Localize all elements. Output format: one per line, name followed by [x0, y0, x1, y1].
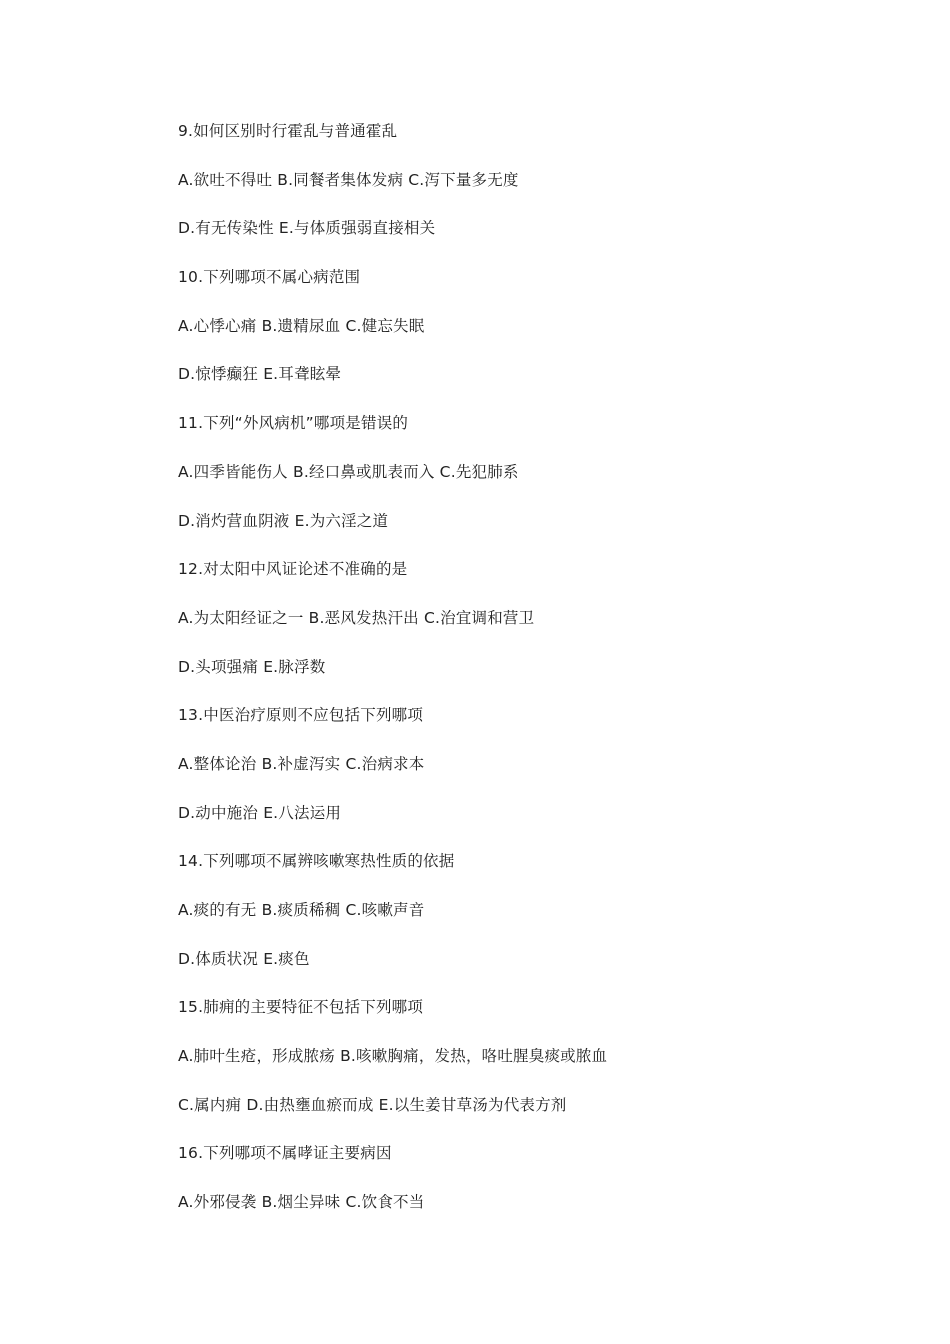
- question-11-stem: 11.下列“外风病机”哪项是错误的: [178, 414, 409, 433]
- question-10-options-d-e: D.惊悸癫狂 E.耳聋眩晕: [178, 365, 342, 384]
- question-14-options-a-c: A.痰的有无 B.痰质稀稠 C.咳嗽声音: [178, 901, 425, 919]
- question-11-options-d-e: D.消灼营血阴液 E.为六淫之道: [178, 511, 389, 530]
- question-12-options-a-c: A.为太阳经证之一 B.恶风发热汗出 C.治宜调和营卫: [178, 608, 535, 627]
- question-15-stem: 15.肺痈的主要特征不包括下列哪项: [178, 998, 424, 1017]
- question-13-options-a-c: A.整体论治 B.补虚泻实 C.治病求本: [178, 754, 425, 773]
- question-list: [178, 120, 898, 1240]
- question-12-options-d-e: D.头项强痛 E.脉浮数: [178, 657, 326, 676]
- question-15-options-c-e: C.属内痈 D.由热壅血瘀而成 E.以生姜甘草汤为代表方剂: [178, 1095, 567, 1114]
- question-16-stem: 16.下列哪项不属哮证主要病因: [178, 1144, 392, 1163]
- question-9-options-d-e: D.有无传染性 E.与体质强弱直接相关: [178, 219, 436, 238]
- question-14-stem: 14.下列哪项不属辨咳嗽寒热性质的依据: [178, 852, 455, 871]
- question-13-options-d-e: D.动中施治 E.八法运用: [178, 803, 342, 822]
- question-9-options-a-c: A.欲吐不得吐 B.同餐者集体发病 C.泻下量多无度: [178, 170, 519, 189]
- question-9-stem: 9.如何区别时行霍乱与普通霍乱: [178, 122, 398, 140]
- question-10-options-a-c: A.心悸心痛 B.遗精尿血 C.健忘失眠: [178, 316, 425, 335]
- question-14-options-d-e: D.体质状况 E.痰色: [178, 949, 310, 968]
- question-10-stem: 10.下列哪项不属心病范围: [178, 268, 361, 287]
- question-11-options-a-c: A.四季皆能伤人 B.经口鼻或肌表而入 C.先犯肺系: [178, 462, 519, 481]
- question-16-options-a-c: A.外邪侵袭 B.烟尘异味 C.饮食不当: [178, 1193, 425, 1212]
- question-15-options-a-b: A.肺叶生疮，形成脓疡 B.咳嗽胸痛，发热，咯吐腥臭痰或脓血: [178, 1047, 608, 1066]
- question-12-stem: 12.对太阳中风证论述不准确的是: [178, 560, 408, 579]
- question-13-stem: 13.中医治疗原则不应包括下列哪项: [178, 706, 424, 725]
